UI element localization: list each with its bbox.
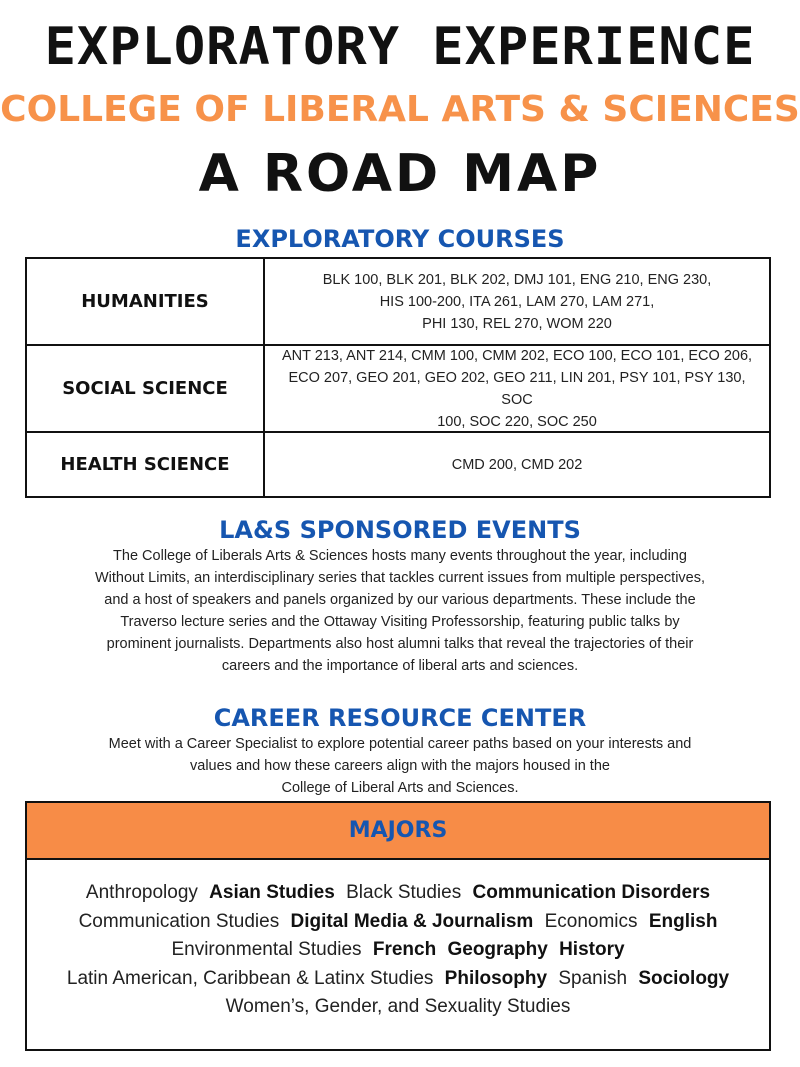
major-item: Communication Disorders xyxy=(472,882,711,903)
major-item: Economics xyxy=(544,910,638,932)
course-row-health-science xyxy=(27,433,769,496)
major-item: French xyxy=(372,939,437,960)
course-list xyxy=(265,346,769,431)
paragraph-line: prominent journalists. Departments also host alumni talks that reveal the trajectories of their xyxy=(106,636,694,652)
course-line: ANT 213, ANT 214, CMM 100, CMM 202, ECO 100, ECO 101, ECO 206, xyxy=(281,347,753,364)
course-area-label: HEALTH SCIENCE xyxy=(27,433,265,496)
course-area-label: HUMANITIES xyxy=(27,259,265,344)
paragraph-line: values and how these careers align with the majors housed in the xyxy=(190,758,610,774)
majors-line xyxy=(27,965,769,994)
majors-list xyxy=(27,879,769,1022)
major-item: Women’s, Gender, and Sexuality Studies xyxy=(225,996,571,1017)
majors-box xyxy=(25,801,771,1051)
major-item: History xyxy=(559,939,625,960)
major-item: Environmental Studies xyxy=(171,939,362,960)
paragraph-line: careers and the importance of liberal arts and sciences. xyxy=(221,658,579,674)
majors-line xyxy=(27,936,769,965)
major-item: Sociology xyxy=(638,967,730,989)
course-area-label: SOCIAL SCIENCE xyxy=(27,346,265,431)
course-list xyxy=(265,259,769,344)
course-line: 100, SOC 220, SOC 250 xyxy=(437,413,597,430)
career-paragraph xyxy=(24,733,776,799)
paragraph-line: The College of Liberals Arts & Sciences hosts many events throughout the year, including xyxy=(113,548,687,564)
majors-line xyxy=(27,908,769,937)
major-item: Philosophy xyxy=(444,967,548,989)
paragraph-line: and a host of speakers and panels organized by our various departments. These include the xyxy=(104,592,696,608)
course-line: CMD 200, CMD 202 xyxy=(451,456,583,473)
events-heading: LA&S SPONSORED EVENTS xyxy=(219,516,581,544)
major-item: Anthropology xyxy=(85,882,198,903)
majors-heading: MAJORS xyxy=(27,803,769,860)
career-heading: CAREER RESOURCE CENTER xyxy=(213,704,587,732)
paragraph-line: College of Liberal Arts and Sciences. xyxy=(281,780,519,796)
paragraph-line: Traverso lecture series and the Ottaway Visiting Professorship, featuring public talks by xyxy=(120,614,680,630)
road-map-title: A ROAD MAP xyxy=(198,144,602,204)
course-line: HIS 100-200, ITA 261, LAM 270, LAM 271, xyxy=(379,293,655,310)
major-item: Digital Media & Journalism xyxy=(290,910,534,932)
majors-line xyxy=(27,993,769,1022)
paragraph-line: Meet with a Career Specialist to explore potential career paths based on your interests and xyxy=(108,736,692,752)
course-line: PHI 130, REL 270, WOM 220 xyxy=(422,315,612,332)
events-paragraph xyxy=(24,545,776,677)
major-item: English xyxy=(648,910,718,932)
courses-table xyxy=(25,257,771,498)
major-item: Latin American, Caribbean & Latinx Studies xyxy=(66,967,434,989)
major-item: Black Studies xyxy=(346,882,462,903)
majors-line xyxy=(27,879,769,908)
course-line: ECO 207, GEO 201, GEO 202, GEO 211, LIN 201, PSY 101, PSY 130, SOC xyxy=(288,369,746,408)
course-list xyxy=(265,433,769,496)
paragraph-line: Without Limits, an interdisciplinary series that tackles current issues from multiple perspectives, xyxy=(94,570,706,586)
major-item: Spanish xyxy=(558,967,628,989)
page-title: EXPLORATORY EXPERIENCE xyxy=(44,17,756,77)
major-item: Geography xyxy=(447,939,548,960)
course-row-social-science xyxy=(27,346,769,433)
major-item: Asian Studies xyxy=(209,882,335,903)
major-item: Communication Studies xyxy=(78,910,280,932)
course-line: BLK 100, BLK 201, BLK 202, DMJ 101, ENG 210, ENG 230, xyxy=(322,271,712,288)
courses-heading: EXPLORATORY COURSES xyxy=(235,225,565,253)
college-subtitle: COLLEGE OF LIBERAL ARTS & SCIENCES xyxy=(0,89,800,130)
course-row-humanities xyxy=(27,259,769,346)
